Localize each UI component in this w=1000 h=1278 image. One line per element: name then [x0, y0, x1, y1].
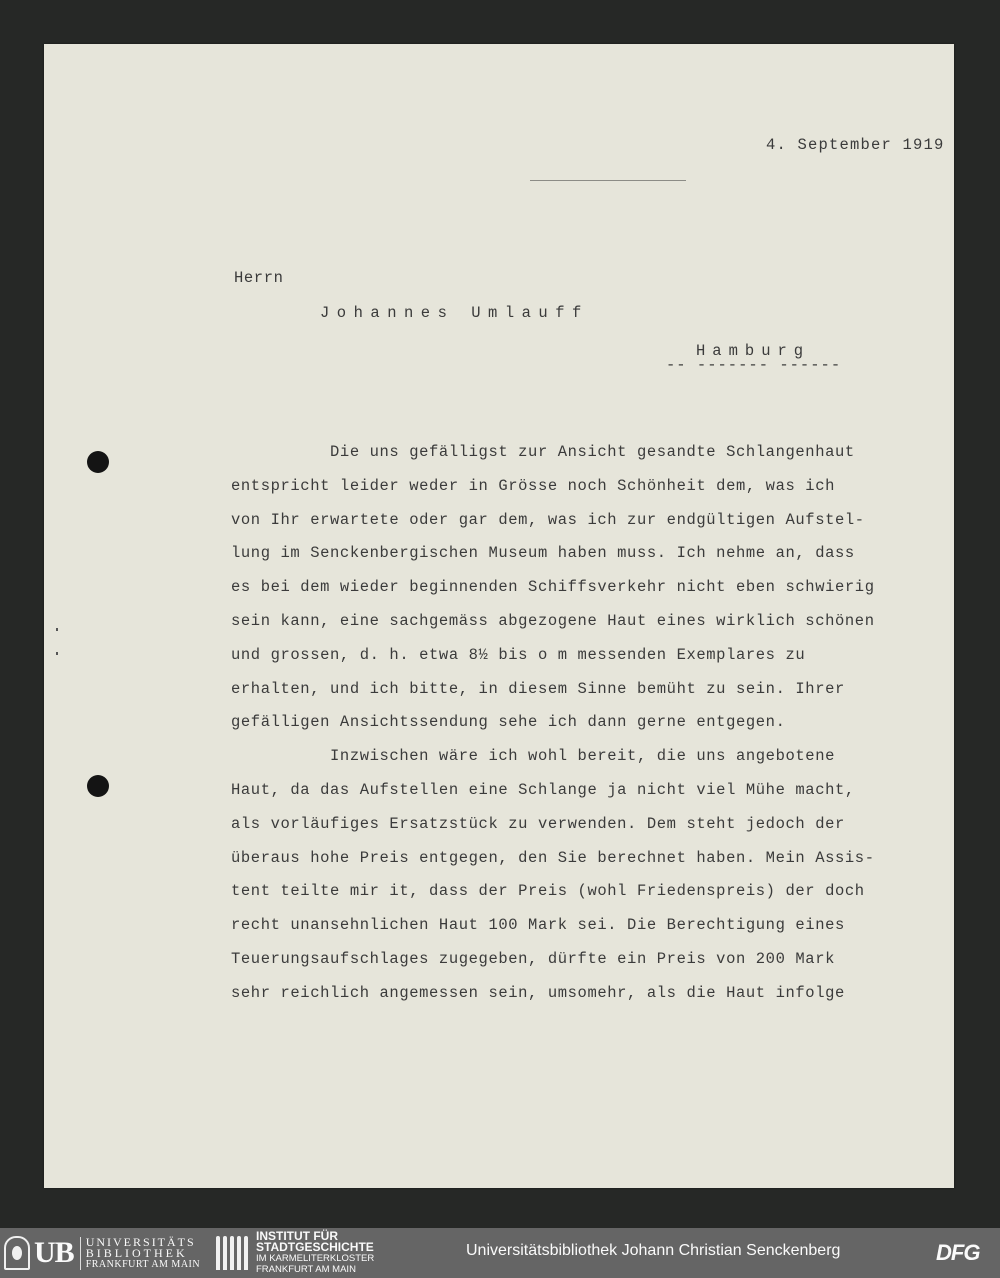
- letter-page: [44, 44, 954, 1188]
- isg-line: INSTITUT FÜR: [256, 1229, 338, 1243]
- body-line: Teuerungsaufschlages zugegeben, dürfte ein Preis von 200 Mark: [231, 949, 835, 968]
- ub-line: UNIVERSITÄTS: [85, 1234, 196, 1249]
- dfg-logo[interactable]: DFG: [936, 1240, 980, 1265]
- body-line: sehr reichlich angemessen sein, umsomehr, als die Haut infolge: [231, 983, 845, 1002]
- body-line: und grossen, d. h. etwa 8½ bis o m messenden Exemplares zu: [231, 645, 806, 664]
- body-line: recht unansehnlichen Haut 100 Mark sei. Die Berechtigung eines: [231, 916, 845, 935]
- letter-date: 4. September 1919: [766, 136, 945, 154]
- recipient-city: Hamburg: [696, 342, 811, 360]
- punch-hole: [87, 775, 109, 797]
- columns-icon: [216, 1236, 248, 1270]
- isg-line: FRANKFURT AM MAIN: [256, 1264, 356, 1275]
- body-line: überaus hohe Preis entgegen, den Sie berechnet haben. Mein Assis-: [231, 848, 875, 867]
- body-line: es bei dem wieder beginnenden Schiffsverkehr nicht eben schwierig: [231, 578, 875, 597]
- punch-hole: [87, 451, 109, 473]
- body-line: Die uns gefälligst zur Ansicht gesandte Schlangenhaut: [231, 443, 855, 461]
- body-line: von Ihr erwartete oder gar dem, was ich zur endgültigen Aufstel-: [231, 510, 865, 529]
- ub-letters: UB: [34, 1236, 74, 1269]
- margin-mark: [56, 628, 58, 631]
- isg-line: STADTGESCHICHTE: [256, 1240, 374, 1254]
- footer-title: Universitätsbibliothek Johann Christian Senckenberg: [466, 1242, 841, 1259]
- isg-logo[interactable]: [216, 1229, 375, 1275]
- body-line: Haut, da das Aufstellen eine Schlange ja nicht viel Mühe macht,: [231, 780, 855, 799]
- letter-body: [231, 436, 951, 1011]
- ub-wordmark: [80, 1234, 201, 1270]
- footer-bar: [0, 1228, 1000, 1278]
- ub-logo[interactable]: [4, 1234, 200, 1272]
- body-line: sein kann, eine sachgemäss abgezogene Haut eines wirklich schönen: [231, 611, 875, 630]
- body-line: erhalten, und ich bitte, in diesem Sinne bemüht zu sein. Ihrer: [231, 679, 845, 698]
- recipient-name: Johannes Umlauff: [320, 304, 589, 322]
- isg-wordmark: [256, 1231, 374, 1275]
- body-line: gefälligen Ansichtssendung sehe ich dann gerne entgegen.: [231, 713, 786, 732]
- isg-line: IM KARMELITERKLOSTER: [256, 1253, 375, 1264]
- header-rule: [530, 180, 686, 181]
- salutation: Herrn: [234, 269, 284, 287]
- body-line: als vorläufiges Ersatzstück zu verwenden. Dem steht jedoch der: [231, 814, 845, 833]
- body-line: lung im Senckenbergischen Museum haben muss. Ich nehme an, dass: [231, 544, 855, 563]
- ub-line: FRANKFURT AM MAIN: [85, 1258, 201, 1270]
- body-line: tent teilte mir it, dass der Preis (wohl Friedenspreis) der doch: [231, 882, 865, 901]
- portrait-icon: [4, 1236, 30, 1270]
- body-line: Inzwischen wäre ich wohl bereit, die uns angebotene: [231, 747, 835, 766]
- city-underline: -- ------- ------: [666, 356, 842, 374]
- ub-line: BIBLIOTHEK: [85, 1245, 188, 1260]
- margin-mark: [56, 652, 58, 655]
- body-line: entspricht leider weder in Grösse noch Schönheit dem, was ich: [231, 476, 835, 495]
